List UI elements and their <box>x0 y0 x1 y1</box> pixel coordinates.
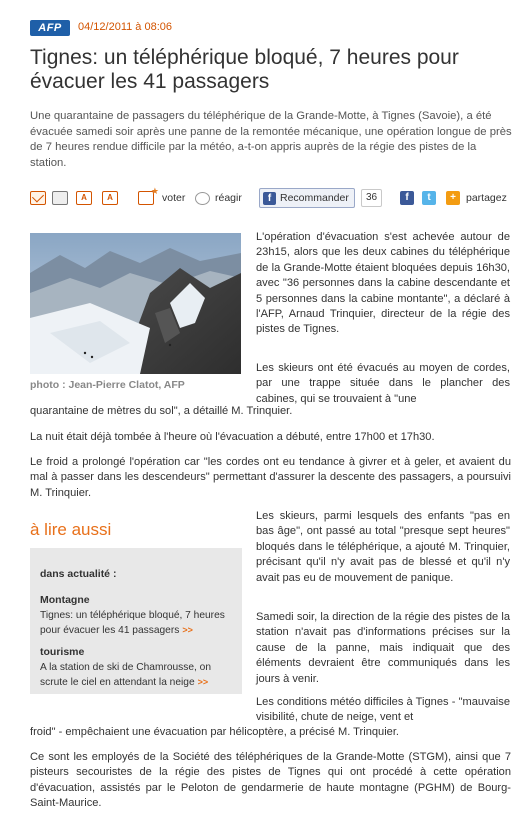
font-decrease-icon: A <box>102 191 118 205</box>
paragraph-2a: Les skieurs ont été évacués au moyen de cordes, par une trappe située dans le plancher des cabines, qui se trouvaient à "une <box>256 362 510 405</box>
print-button[interactable] <box>52 187 68 209</box>
read-also-category: Montagne <box>40 594 90 606</box>
double-arrow-icon: >> <box>182 625 193 635</box>
read-also-title: à lire aussi <box>30 520 112 539</box>
double-arrow-icon: >> <box>197 677 209 687</box>
font-increase-button[interactable] <box>76 187 92 209</box>
article-lede: Une quarantaine de passagers du téléphérique de la Grande-Motte, à Tignes (Savoie), a été évacuée samedi soir après une panne de la remontée mécanique, une opération longue de près de 7 heures rendue difficile par la météo, a-t-on appris auprès de la régie des pistes de la station. <box>30 110 512 169</box>
react-button[interactable] <box>195 187 242 209</box>
article-photo[interactable] <box>30 233 241 374</box>
twitter-icon: t <box>422 191 436 205</box>
read-also-link-text: A la station de ski de Chamrousse, on scrute le ciel en attendant la neige <box>40 662 212 688</box>
printer-icon <box>52 191 68 205</box>
read-also-link[interactable] <box>40 660 232 690</box>
vote-star-icon <box>138 191 154 205</box>
vote-label: voter <box>162 192 186 204</box>
paragraph-8: Ce sont les employés de la Société des téléphériques de la Grande-Motte (STGM), ainsi que 7 pisteurs secouristes de la régie des pistes de Tignes qui ont procédé à cette opération d'évacuation, assistés par le Peloton de gendarmerie de haute montagne (PGHM) de Bourg-Saint-Maurice. <box>30 751 511 810</box>
font-decrease-button[interactable] <box>102 187 118 209</box>
read-also-box <box>30 548 242 694</box>
read-also-link-text: Tignes: un téléphérique bloqué, 7 heures pour évacuer les 41 passagers <box>40 610 225 636</box>
article-headline: Tignes: un téléphérique bloqué, 7 heures pour évacuer les 41 passagers <box>30 46 459 93</box>
facebook-recommend-button[interactable] <box>259 187 355 209</box>
font-increase-icon: A <box>76 191 92 205</box>
read-also-section-head: dans actualité : <box>40 568 117 580</box>
share-label: partagez <box>466 192 507 204</box>
afp-logo: AFP <box>30 20 70 36</box>
read-also-category: tourisme <box>40 646 85 658</box>
mountain-photo <box>30 233 241 374</box>
speech-bubble-icon <box>195 192 210 205</box>
share-more-button[interactable] <box>446 187 507 209</box>
share-twitter-button[interactable] <box>422 187 436 209</box>
recommend-count-value: 36 <box>361 189 382 207</box>
photo-caption: photo : Jean-Pierre Clatot, AFP <box>30 379 185 391</box>
paragraph-1: L'opération d'évacuation s'est achevée autour de 23h15, alors que les deux cabines du téléphérique de la Grande-Motte étaient bloquées depuis 16h30, avec "36 personnes dans la cabine descendante et 5 personnes dans la cabine montante", a déclaré à l'AFP, Arnaud Trinquier, directeur de la régie des pistes de Tignes. <box>256 231 510 336</box>
paragraph-2b: quarantaine de mètres du sol", a détaillé M. Trinquier. <box>30 405 293 417</box>
article-date: 04/12/2011 à 08:06 <box>78 21 172 33</box>
envelope-icon <box>30 191 46 205</box>
paragraph-5: Les skieurs, parmi lesquels des enfants "pas en bas âge", ont passé au total "presque sept heures" bloqués dans le téléphérique, a ajouté M. Trinquier, précisant qu'il n'y avait pas de blessé et qu'il n'y avait pas eu de mouvement de panique. <box>256 510 510 584</box>
facebook-share-icon: f <box>400 191 414 205</box>
react-label: réagir <box>215 192 242 204</box>
recommend-label: Recommander <box>280 192 349 204</box>
facebook-icon: f <box>263 192 276 205</box>
email-button[interactable] <box>30 187 46 209</box>
paragraph-4: Le froid a prolongé l'opération car "les cordes ont eu tendance à givrer et à geler, et avaient du mal à passer dans les descendeurs" permettant d'assurer la descente des passagers, a poursuivi M. Trinquier. <box>30 456 511 499</box>
plus-icon: + <box>446 191 460 205</box>
paragraph-7b: froid" - empêchaient une évacuation par hélicoptère, a précisé M. Trinquier. <box>30 726 400 738</box>
paragraph-7a: Les conditions météo difficiles à Tignes - "mauvaise visibilité, chute de neige, vent et <box>256 696 510 724</box>
recommend-count <box>361 187 382 209</box>
paragraph-6: Samedi soir, la direction de la régie des pistes de la station n'avait pas d'informations précises sur la cause de la panne, mais indiquait que des éléments devraient être communiqués dans les jours à venir. <box>256 611 510 685</box>
vote-button[interactable] <box>138 187 185 209</box>
share-facebook-button[interactable] <box>400 187 414 209</box>
paragraph-3: La nuit était déjà tombée à l'heure où l'évacuation a débuté, entre 17h00 et 17h30. <box>30 431 435 443</box>
read-also-link[interactable] <box>40 608 232 638</box>
article-toolbar <box>30 187 512 211</box>
